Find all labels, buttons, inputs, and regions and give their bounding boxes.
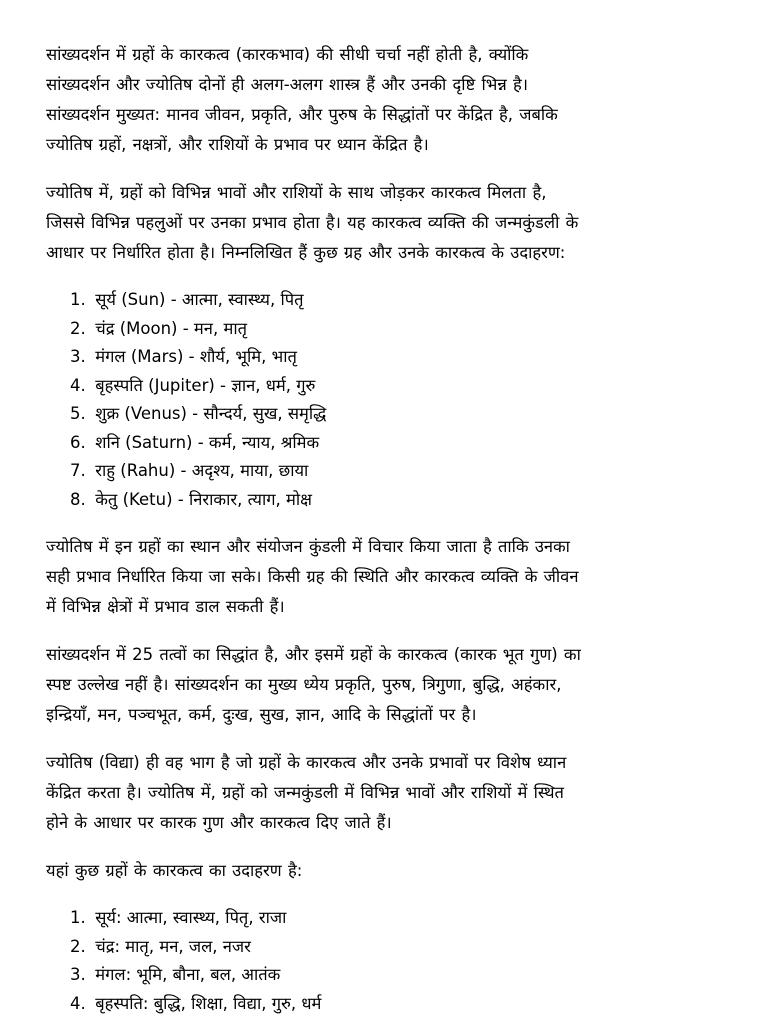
- list-item: [70, 486, 722, 515]
- list-item: [70, 400, 722, 429]
- text-line: इन्द्रियाँ, मन, पञ्चभूत, कर्म, दुःख, सुख, ज्ञान, आदि के सिद्धांतों पर है।: [46, 705, 477, 724]
- list-item: [70, 372, 722, 401]
- list-item: [70, 286, 722, 315]
- paragraph-intro: [46, 40, 722, 160]
- planet-karakatva-list-2: [46, 904, 722, 1018]
- text-line: स्पष्ट उल्लेख नहीं है। सांख्यदर्शन का मुख्य ध्येय प्रकृति, पुरुष, त्रिगुणा, बुद्धि, अहंकार,: [46, 675, 562, 694]
- list-item: [70, 343, 722, 372]
- list-item: [70, 315, 722, 344]
- list-text: शुक्र (Venus) - सौन्दर्य, सुख, समृद्धि: [95, 404, 327, 423]
- list-item: [70, 990, 722, 1019]
- list-number: 2.: [70, 318, 86, 338]
- paragraph-kundali: [46, 532, 722, 622]
- text-line: यहां कुछ ग्रहों के कारकत्व का उदाहरण है:: [46, 861, 303, 880]
- list-item: [70, 933, 722, 962]
- list-text: केतु (Ketu) - निराकार, त्याग, मोक्ष: [95, 489, 312, 509]
- list-number: 5.: [70, 404, 86, 423]
- text-line: सांख्यदर्शन मुख्यत: मानव जीवन, प्रकृति, और पुरुष के सिद्धांतों पर केंद्रित है, जबकि: [46, 105, 558, 124]
- paragraph-examples-intro: [46, 856, 722, 886]
- text-line: ज्योतिष में इन ग्रहों का स्थान और संयोजन कुंडली में विचार किया जाता है ताकि उनका: [46, 537, 570, 556]
- planet-karakatva-list: [46, 286, 722, 514]
- list-number: 1.: [70, 908, 86, 927]
- text-line: ज्योतिष (विद्या) ही वह भाग है जो ग्रहों के कारकत्व और उनके प्रभावों पर विशेष ध्यान: [46, 753, 567, 772]
- list-number: 3.: [70, 347, 86, 366]
- text-line: ज्योतिष ग्रहों, नक्षत्रों, और राशियों के प्रभाव पर ध्यान केंद्रित है।: [46, 135, 429, 154]
- list-item: [70, 961, 722, 990]
- text-line: जिससे विभिन्न पहलुओं पर उनका प्रभाव होता है। यह कारकत्व व्यक्ति की जन्मकुंडली के: [46, 213, 579, 232]
- list-text: चंद्र (Moon) - मन, मातृ: [95, 318, 247, 338]
- text-line: होने के आधार पर कारक गुण और कारकत्व दिए जाते हैं।: [46, 813, 392, 832]
- text-line: सांख्यदर्शन और ज्योतिष दोनों ही अलग-अलग शास्त्र हैं और उनकी दृष्टि भिन्न है।: [46, 75, 528, 94]
- list-text: चंद्र: मातृ, मन, जल, नजर: [95, 936, 251, 956]
- paragraph-jyotish-karakatva: [46, 178, 722, 268]
- list-item: [70, 429, 722, 458]
- text-line: ज्योतिष में, ग्रहों को विभिन्न भावों और राशियों के साथ जोड़कर कारकत्व मिलता है,: [46, 183, 547, 202]
- list-text: सूर्य: आत्मा, स्वास्थ्य, पितृ, राजा: [95, 908, 287, 927]
- list-number: 4.: [70, 993, 86, 1013]
- list-text: मंगल: भूमि, बौना, बल, आतंक: [95, 965, 281, 984]
- text-line: आधार पर निर्धारित होता है। निम्नलिखित हैं कुछ ग्रह और उनके कारकत्व के उदाहरण:: [46, 243, 566, 262]
- list-text: मंगल (Mars) - शौर्य, भूमि, भातृ: [95, 347, 297, 366]
- paragraph-sankhya-tattva: [46, 640, 722, 730]
- list-text: राहु (Rahu) - अदृश्य, माया, छाया: [95, 461, 309, 480]
- list-number: 3.: [70, 965, 86, 984]
- list-text: सूर्य (Sun) - आत्मा, स्वास्थ्य, पितृ: [95, 290, 304, 309]
- text-line: सही प्रभाव निर्धारित किया जा सके। किसी ग्रह की स्थिति और कारकत्व व्यक्ति के जीवन: [46, 567, 579, 586]
- list-number: 2.: [70, 936, 86, 956]
- list-item: [70, 457, 722, 486]
- list-text: बृहस्पति: बुद्धि, शिक्षा, विद्या, गुरु, धर्म: [95, 993, 322, 1013]
- list-text: बृहस्पति (Jupiter) - ज्ञान, धर्म, गुरु: [95, 375, 316, 395]
- list-number: 8.: [70, 489, 86, 509]
- list-number: 4.: [70, 375, 86, 395]
- list-text: शनि (Saturn) - कर्म, न्याय, श्रमिक: [95, 432, 320, 452]
- list-number: 1.: [70, 290, 86, 309]
- paragraph-jyotish-vidya: [46, 748, 722, 838]
- list-number: 6.: [70, 432, 86, 452]
- text-line: सांख्यदर्शन में 25 तत्वों का सिद्धांत है, और इसमें ग्रहों के कारकत्व (कारक भूत गुण) का: [46, 645, 581, 664]
- text-line: में विभिन्न क्षेत्रों में प्रभाव डाल सकती हैं।: [46, 597, 285, 616]
- list-item: [70, 904, 722, 933]
- text-line: सांख्यदर्शन में ग्रहों के कारकत्व (कारकभाव) की सीधी चर्चा नहीं होती है, क्योंकि: [46, 45, 529, 64]
- list-number: 7.: [70, 461, 86, 480]
- text-line: केंद्रित करता है। ज्योतिष में, ग्रहों को जन्मकुंडली में विभिन्न भावों और राशियों में स्थित: [46, 783, 564, 802]
